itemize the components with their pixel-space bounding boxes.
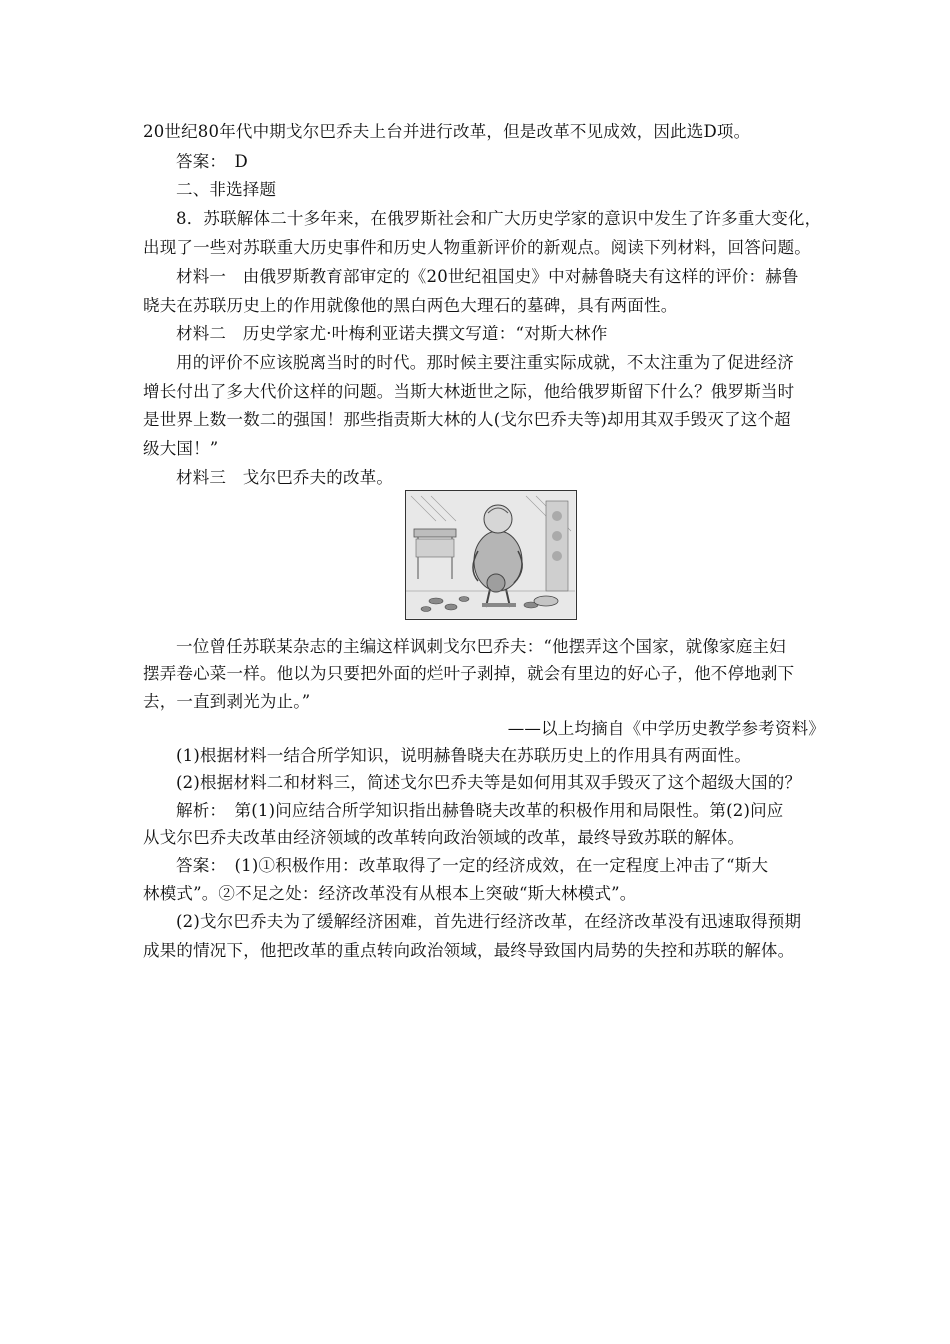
cartoon-image xyxy=(405,490,577,620)
text-line-intro: 20世纪80年代中期戈尔巴乔夫上台并进行改革，但是改革不见成效，因此选D项。 xyxy=(143,122,751,141)
material-2-line-1: 材料二 历史学家尤·叶梅利亚诺夫撰文写道：“对斯大林作 xyxy=(176,324,608,343)
analysis-line-1: 解析： 第(1)问应结合所学知识指出赫鲁晓夫改革的积极作用和局限性。第(2)问应 xyxy=(176,801,784,820)
material-2-line-2: 用的评价不应该脱离当时的时代。那时候主要注重实际成就，不太注重为了促进经济 xyxy=(176,353,794,372)
answer-line-1: 答案： (1)①积极作用：改革取得了一定的经济成效，在一定程度上冲击了“斯大 xyxy=(176,856,769,875)
sub-question-2: (2)根据材料二和材料三，简述戈尔巴乔夫等是如何用其双手毁灭了这个超级大国的？ xyxy=(176,773,802,792)
cartoon-drawing xyxy=(406,491,575,618)
material-2-line-5: 级大国！” xyxy=(143,439,219,458)
section-heading: 二、非选择题 xyxy=(176,180,277,199)
question-8-line-1: 8．苏联解体二十多年来，在俄罗斯社会和广大历史学家的意识中发生了许多重大变化， xyxy=(176,209,822,228)
material-1-line-1: 材料一 由俄罗斯教育部审定的《20世纪祖国史》中对赫鲁晓夫有这样的评价：赫鲁 xyxy=(176,267,799,286)
quote-line-2: 摆弄卷心菜一样。他以为只要把外面的烂叶子剥掉，就会有里边的好心子，他不停地剥下 xyxy=(143,664,795,683)
answer-line: 答案： D xyxy=(176,152,248,171)
sub-question-1: (1)根据材料一结合所学知识，说明赫鲁晓夫在苏联历史上的作用具有两面性。 xyxy=(176,746,752,765)
material-1-line-2: 晓夫在苏联历史上的作用就像他的黑白两色大理石的墓碑，具有两面性。 xyxy=(143,296,678,315)
answer-line-4: 成果的情况下，他把改革的重点转向政治领域，最终导致国内局势的失控和苏联的解体。 xyxy=(143,941,795,960)
material-2-line-3: 增长付出了多大代价这样的问题。当斯大林逝世之际，他给俄罗斯留下什么？俄罗斯当时 xyxy=(143,382,795,401)
quote-line-3: 去，一直到剥光为止。” xyxy=(143,692,311,711)
source-attribution: ——以上均摘自《中学历史教学参考资料》 xyxy=(507,719,825,738)
material-2-line-4: 是世界上数一数二的强国！那些指责斯大林的人(戈尔巴乔夫等)却用其双手毁灭了这个超 xyxy=(143,410,791,429)
quote-line-1: 一位曾任苏联某杂志的主编这样讽刺戈尔巴乔夫：“他摆弄这个国家，就像家庭主妇 xyxy=(176,637,786,656)
analysis-line-2: 从戈尔巴乔夫改革由经济领域的改革转向政治领域的改革，最终导致苏联的解体。 xyxy=(143,828,745,847)
question-8-line-2: 出现了一些对苏联重大历史事件和历史人物重新评价的新观点。阅读下列材料，回答问题。 xyxy=(143,238,811,257)
answer-line-3: (2)戈尔巴乔夫为了缓解经济困难，首先进行经济改革，在经济改革没有迅速取得预期 xyxy=(176,912,802,931)
answer-line-2: 林模式”。②不足之处：经济改革没有从根本上突破“斯大林模式”。 xyxy=(143,884,637,903)
material-3-heading: 材料三 戈尔巴乔夫的改革。 xyxy=(176,468,394,487)
